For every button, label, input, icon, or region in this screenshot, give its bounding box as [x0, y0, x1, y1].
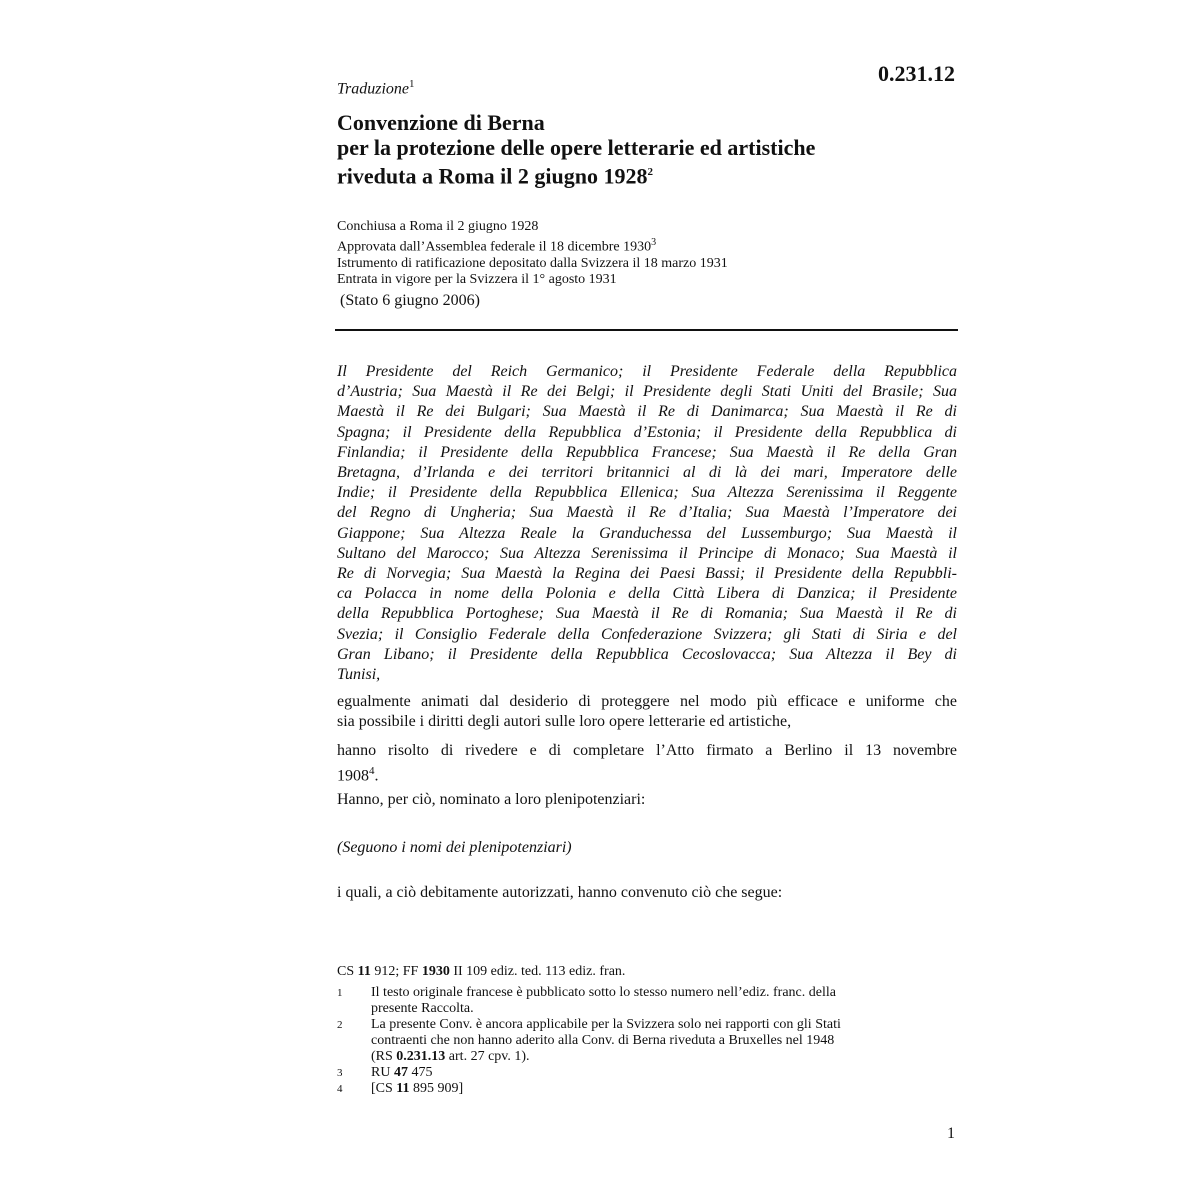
footnote-ref-4[interactable]: 4	[369, 765, 375, 777]
preamble-line: Sultano del Marocco; Sua Altezza Serenissima il Principe di Monaco; Sua Maestà il	[337, 544, 957, 562]
preamble-line: ca Polacca in nome della Polonia e della Città Libera di Danzica; il Presidente	[337, 585, 957, 603]
title-line-2: per la protezione delle opere letterarie ed artistiche	[337, 135, 816, 160]
paragraph-convenuto: i quali, a ciò debitamente autorizzati, hanno convenuto ciò che segue:	[337, 884, 783, 901]
preamble-line: della Repubblica Portoghese; Sua Maestà il Re di Romania; Sua Maestà il Re di	[337, 605, 957, 623]
paragraph-line: hanno risolto di rivedere e di completare l’Atto firmato a Berlino il 13 novembre	[337, 742, 957, 759]
meta-approved: Approvata dall’Assemblea federale il 18 dicembre 1930$^3$	[337, 237, 657, 255]
preamble-line: Svezia; il Consiglio Federale della Confederazione Svizzera; gli Stati di Siria e del	[337, 625, 957, 643]
footnote-3: 3 RU 47 475	[337, 1065, 433, 1080]
footnote-source: CS 11 912; FF 1930 II 109 ediz. ted. 113 ediz. fran.	[337, 964, 626, 979]
footnote-number: 1	[337, 987, 343, 999]
sr-number: 0.231.12	[878, 61, 955, 86]
paragraph-line: sia possibile i diritti degli autori sulle loro opere letterarie ed artistiche,	[337, 713, 792, 730]
meta-concluded: Conchiusa a Roma il 2 giugno 1928	[337, 219, 539, 234]
footnote-ref-3[interactable]: 3	[651, 237, 657, 248]
preamble-line: Giappone; Sua Altezza Reale la Granduchessa del Lussemburgo; Sua Maestà il	[337, 524, 957, 542]
preamble-line: d’Austria; Sua Maestà il Re dei Belgi; il Presidente degli Stati Uniti del Brasile; Sua	[337, 383, 957, 401]
footnote-number: 3	[337, 1067, 343, 1079]
paragraph-plenipotenziari: Hanno, per ciò, nominato a loro plenipotenziari:	[337, 791, 646, 808]
header-divider	[335, 329, 958, 331]
preamble-line: Gran Libano; il Presidente della Repubblica Cecoslovacca; Sua Altezza il Bey di	[337, 645, 957, 663]
meta-ratification: Istrumento di ratificazione depositato dalla Svizzera il 18 marzo 1931	[337, 255, 728, 271]
footnote-1: 1 Il testo originale francese è pubblicato sotto lo stesso numero nell’ediz. franc. della presente Raccolta.	[337, 985, 836, 1016]
footnote-number: 4	[337, 1083, 343, 1095]
preamble	[337, 362, 957, 685]
preamble-line: Spagna; il Presidente della Repubblica d’Estonia; il Presidente della Repubblica di	[337, 423, 957, 441]
preamble-line: Maestà il Re dei Bulgari; Sua Maestà il Re di Danimarca; Sua Maestà il Re di	[337, 403, 957, 421]
preamble-line: Il Presidente del Reich Germanico; il Presidente Federale della Repubblica	[337, 363, 957, 380]
footnote-ref-2[interactable]: 2	[647, 166, 653, 178]
footnote-4: 4 [CS 11 895 909]	[337, 1081, 464, 1096]
translation-label	[337, 74, 415, 99]
translation-text: Traduzione	[337, 80, 410, 98]
preamble-line: Tunisi,	[337, 666, 381, 684]
preamble-line: Re di Norvegia; Sua Maestà la Regina dei Paesi Bassi; il Presidente della Repubbli-	[337, 565, 957, 583]
footnote-number: 2	[337, 1019, 343, 1031]
page-number: 1	[947, 1125, 955, 1142]
title-line-3: riveduta a Roma il 2 giugno 1928$^2$	[337, 163, 653, 189]
preamble-line: Bretagna, d’Irlanda e dei territori britannici al di là dei mari, Imperatore delle	[337, 464, 957, 482]
status-date: (Stato 6 giugno 2006)	[340, 292, 480, 309]
footnote-ref-1[interactable]: 1	[409, 78, 415, 90]
preamble-line: Indie; il Presidente della Repubblica Ellenica; Sua Altezza Serenissima il Reggente	[337, 484, 957, 502]
preamble-line: del Regno di Ungheria; Sua Maestà il Re d’Italia; Sua Maestà l’Imperatore dei	[337, 504, 957, 522]
footnote-2: 2 La presente Conv. è ancora applicabile per la Svizzera solo nei rapporti con gli Stati contraenti che non hanno aderito alla Conv. di Berna riveduta a Bruxelles nel 1948 (RS 0.231.13 art. 27 cpv. 1).	[337, 1017, 841, 1064]
paragraph-line: 1908$^4$.	[337, 765, 379, 785]
metadata-block	[337, 219, 957, 288]
title-line-1: Convenzione di Berna	[337, 110, 545, 135]
paragraph-seguono: (Seguono i nomi dei plenipotenziari)	[337, 839, 572, 856]
paragraph-animati	[337, 692, 957, 732]
meta-in-force: Entrata in vigore per la Svizzera il 1° agosto 1931	[337, 271, 617, 287]
paragraph-line: egualmente animati dal desiderio di proteggere nel modo più efficace e uniforme che	[337, 693, 957, 710]
paragraph-risolto	[337, 741, 957, 786]
document-title	[337, 110, 957, 188]
preamble-line: Finlandia; il Presidente della Repubblica Francese; Sua Maestà il Re della Gran	[337, 443, 957, 461]
